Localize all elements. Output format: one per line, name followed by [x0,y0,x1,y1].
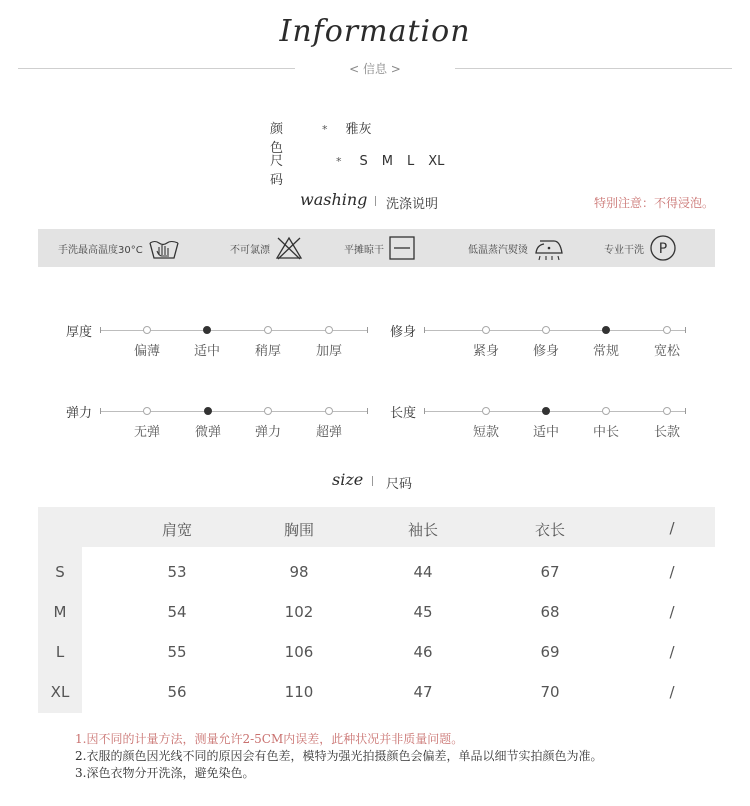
note-3: 3.深色衣物分开洗涤，避免染色。 [75,766,255,780]
wash-item-dry-flat [344,229,416,267]
table-cell: 45 [413,603,433,621]
scale-option: 微弹 [194,425,221,440]
table-header-cell: / [669,519,675,537]
table-row-size: L [55,643,65,661]
scale-option: 宽松 [653,344,680,359]
page-title: Information [279,14,471,49]
size-option-l: L [406,154,415,169]
wash-item-dry-clean [604,229,678,267]
table-header-cell: 肩宽 [161,521,192,539]
scale-option: 短款 [472,425,499,440]
scale-dot [663,407,671,415]
table-cell: 98 [289,563,309,581]
no-bleach-icon [274,235,304,261]
scale-dot [482,407,490,415]
washing-separator [375,196,376,206]
dry-flat-icon [388,235,416,261]
wash-item-steam-iron [468,229,568,267]
scale-dot [542,326,550,334]
scale-option: 加厚 [315,344,342,359]
note-2: 2.衣服的颜色因光线不同的原因会有色差，模特为强光拍摄颜色会偏差，单品以细节实拍颜色为准。 [75,749,603,763]
scale-end-tick [100,327,101,333]
table-cell: 68 [540,603,560,621]
wash-item-label: 专业干洗 [604,244,644,256]
scale-dot [325,407,333,415]
scale-end-tick [685,408,686,414]
size-row [270,150,458,188]
scale-track [424,330,686,331]
table-cell: 44 [413,563,433,581]
svg-text:P: P [658,241,668,257]
scale-end-tick [424,408,425,414]
scale-option: 稍厚 [254,344,281,359]
color-star: * [322,123,328,136]
wash-item-label: 手洗最高温度30°C [58,244,143,256]
note-1: 1.因不同的计量方法，测量允许2-5CM内误差，此种状况并非质量问题。 [75,732,464,746]
washing-warning: 特别注意：不得浸泡。 [593,196,714,210]
scale-dot-selected [203,326,211,334]
scale-dot-selected [602,326,610,334]
scale-track [424,411,686,412]
table-cell: 69 [540,643,560,661]
size-separator [372,476,373,486]
size-option-s: S [359,154,368,169]
scale-option: 无弹 [133,425,160,440]
size-option-xl: XL [428,154,445,169]
table-header-cell: 胸围 [283,521,314,539]
table-cell: 110 [284,683,314,701]
table-cell: / [669,683,675,701]
wash-item-label: 低温蒸汽熨烫 [468,244,528,256]
table-cell: 53 [167,563,187,581]
scale-end-tick [685,327,686,333]
table-cell: 56 [167,683,187,701]
color-label: 颜 色 [270,122,298,156]
table-row-size: M [53,603,67,621]
scale-option: 弹力 [254,425,281,440]
steam-iron-icon [532,235,568,261]
scale-option: 中长 [592,425,619,440]
size-option-m: M [381,154,393,169]
scale-dot [264,407,272,415]
size-subtitle: 尺码 [386,477,413,492]
scale-dot [482,326,490,334]
scale-option: 长款 [653,425,680,440]
table-cell: / [669,643,675,661]
scale-dot [602,407,610,415]
scale-end-tick [367,327,368,333]
table-cell: 102 [284,603,314,621]
size-title: size [332,470,364,489]
table-header-cell: 衣长 [534,521,565,539]
scale-option: 紧身 [472,344,499,359]
table-cell: 54 [167,603,187,621]
scale-option: 常规 [592,344,619,359]
table-cell: 106 [284,643,314,661]
table-cell: / [669,603,675,621]
scale-option: 偏薄 [133,344,160,359]
dry-clean-icon [648,234,678,262]
table-row-size: XL [50,683,70,701]
scale-label: 弹力 [66,406,93,421]
scale-label: 长度 [390,406,417,421]
table-cell: 47 [413,683,433,701]
hand-wash-icon [147,235,181,261]
scale-label: 修身 [390,325,417,340]
scale-dot [143,407,151,415]
scale-option: 适中 [532,425,559,440]
scale-label: 厚度 [66,325,93,340]
scale-option: 超弹 [315,425,342,440]
wash-item-label: 不可氯漂 [230,244,270,256]
scale-dot [264,326,272,334]
scale-option: 适中 [193,344,220,359]
scale-end-tick [100,408,101,414]
washing-title: washing [300,190,368,209]
scale-dot [143,326,151,334]
scale-dot-selected [542,407,550,415]
table-cell: / [669,563,675,581]
table-header-cell: 袖长 [407,521,438,539]
color-value: 雅灰 [345,122,372,137]
wash-item-label: 平摊晾干 [344,244,384,256]
size-label: 尺 码 [270,154,298,188]
scale-dot [325,326,333,334]
scale-end-tick [424,327,425,333]
table-cell: 55 [167,643,187,661]
washing-subtitle: 洗涤说明 [386,197,439,212]
wash-item-hand-wash [58,229,181,267]
table-cell: 67 [540,563,560,581]
table-cell: 70 [540,683,560,701]
scale-end-tick [367,408,368,414]
table-cell: 46 [413,643,433,661]
washing-instructions-bar [38,229,715,267]
wash-item-no-bleach [230,229,304,267]
scale-option: 修身 [532,344,559,359]
page-subtitle: < 信息 > [349,62,401,76]
scale-dot [663,326,671,334]
scale-dot-selected [204,407,212,415]
size-star: * [336,155,342,168]
table-row-size: S [55,563,65,581]
